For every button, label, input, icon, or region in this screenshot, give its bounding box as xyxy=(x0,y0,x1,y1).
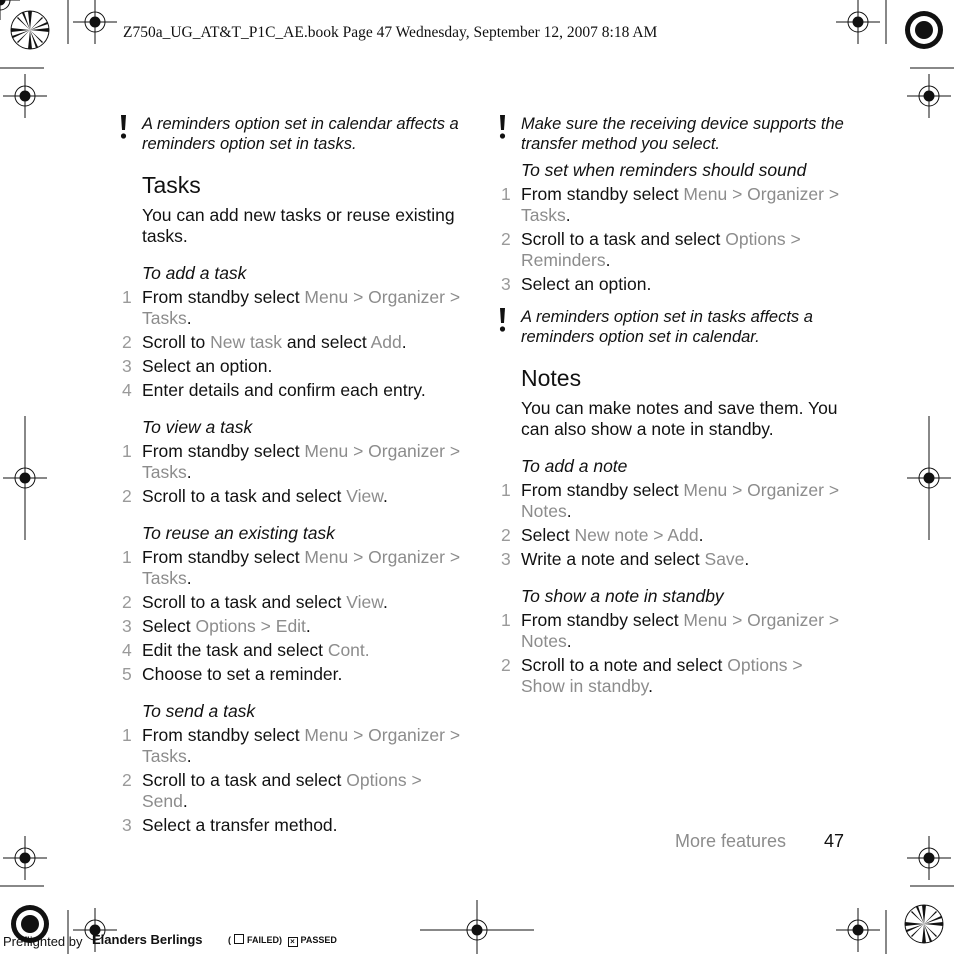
step-text: . xyxy=(605,250,611,270)
exclamation-icon xyxy=(498,308,507,333)
menu-command: Notes xyxy=(521,501,567,521)
intro-text: You can make notes and save them. You can also show a note in standby. xyxy=(521,398,838,439)
procedure-step xyxy=(122,287,469,329)
menu-command: Menu xyxy=(683,480,728,500)
step-text: Choose to set a reminder. xyxy=(142,664,343,684)
section-heading: Tasks xyxy=(142,172,201,198)
menu-separator: > xyxy=(445,725,461,745)
procedure-step xyxy=(122,380,469,401)
menu-command: Menu xyxy=(683,610,728,630)
intro-text: You can add new tasks or reuse existing tasks. xyxy=(142,205,455,246)
menu-separator: > xyxy=(824,480,840,500)
procedure-step xyxy=(122,356,469,377)
step-text: Select xyxy=(142,616,196,636)
menu-command: Menu xyxy=(304,441,349,461)
step-text: . xyxy=(648,676,653,696)
step-text: From standby select xyxy=(521,184,684,204)
procedure-step xyxy=(501,480,848,522)
note-text: A reminders option set in tasks affects a reminders option set in calendar. xyxy=(521,308,813,346)
menu-command: Notes xyxy=(521,631,567,651)
step-text: and select xyxy=(282,332,371,352)
menu-command: Options xyxy=(727,655,788,675)
menu-separator: > xyxy=(348,547,369,567)
step-text: Select a transfer method. xyxy=(142,815,338,835)
menu-separator: > xyxy=(824,184,840,204)
menu-separator: > xyxy=(348,725,369,745)
step-text: Scroll to xyxy=(142,332,211,352)
menu-separator: > xyxy=(648,525,668,545)
step-text: . xyxy=(186,568,192,588)
step-number: 1 xyxy=(122,287,132,307)
step-number: 2 xyxy=(122,486,132,506)
procedure-step xyxy=(501,655,848,697)
menu-separator: > xyxy=(727,184,748,204)
note-text: Make sure the receiving device supports the transfer method you select. xyxy=(521,115,844,153)
step-number: 2 xyxy=(122,592,132,612)
menu-command: Options xyxy=(725,229,786,249)
procedure-list xyxy=(122,263,469,836)
procedure-step xyxy=(122,547,469,589)
step-number: 3 xyxy=(122,815,132,835)
procedure-step xyxy=(122,486,469,507)
menu-command: Cont. xyxy=(327,640,370,660)
menu-command: Menu xyxy=(304,287,349,307)
step-number: 3 xyxy=(501,549,511,569)
step-text: . xyxy=(186,462,192,482)
left-column xyxy=(119,114,469,839)
menu-separator: > xyxy=(727,480,748,500)
menu-separator: > xyxy=(348,441,369,461)
procedure-step xyxy=(122,815,469,836)
menu-command: New task xyxy=(210,332,283,352)
menu-command: Options xyxy=(195,616,256,636)
procedure-title: To add a task xyxy=(142,263,247,283)
menu-command: Tasks xyxy=(142,308,187,328)
step-text: . xyxy=(182,791,188,811)
exclamation-icon xyxy=(119,115,128,140)
menu-separator: > xyxy=(348,287,369,307)
step-number: 2 xyxy=(501,525,511,545)
menu-command: Menu xyxy=(304,547,349,567)
menu-separator: > xyxy=(445,547,461,567)
procedure-title: To show a note in standby xyxy=(521,586,724,606)
menu-command: Add xyxy=(370,332,402,352)
step-text: From standby select xyxy=(142,725,305,745)
step-number: 3 xyxy=(501,274,511,294)
step-text: Select an option. xyxy=(142,356,273,376)
step-text: . xyxy=(382,486,388,506)
menu-separator: > xyxy=(824,610,840,630)
note-text: A reminders option set in calendar affects a reminders option set in tasks. xyxy=(142,115,459,153)
step-number: 1 xyxy=(122,725,132,745)
procedure-step xyxy=(501,184,848,226)
page-number: 47 xyxy=(824,831,845,851)
menu-command: Send xyxy=(142,791,183,811)
procedure-list xyxy=(501,160,848,295)
step-number: 2 xyxy=(122,332,132,352)
menu-command: Menu xyxy=(683,184,728,204)
step-number: 1 xyxy=(501,480,511,500)
step-text: . xyxy=(565,205,571,225)
step-text: . xyxy=(382,592,388,612)
passed-checkbox: × xyxy=(288,937,298,947)
procedure-step xyxy=(501,549,848,570)
step-number: 2 xyxy=(501,229,511,249)
step-text: . xyxy=(566,501,572,521)
menu-command: Tasks xyxy=(142,746,187,766)
menu-command: Organizer xyxy=(368,441,445,461)
procedure-title: To add a note xyxy=(521,456,628,476)
step-number: 3 xyxy=(122,616,132,636)
procedure-step xyxy=(122,592,469,613)
step-text: Scroll to a task and select xyxy=(142,592,347,612)
procedure-title: To reuse an existing task xyxy=(142,523,335,543)
step-text: . xyxy=(566,631,572,651)
step-number: 1 xyxy=(122,547,132,567)
preflight-brand-logo: Elanders Berlings xyxy=(92,932,203,947)
menu-command: Tasks xyxy=(142,462,187,482)
step-number: 4 xyxy=(122,380,132,400)
procedure-step xyxy=(122,770,469,812)
step-number: 2 xyxy=(501,655,511,675)
step-text: Scroll to a task and select xyxy=(521,229,726,249)
step-text: From standby select xyxy=(142,287,305,307)
menu-command: Menu xyxy=(304,725,349,745)
step-number: 2 xyxy=(122,770,132,790)
menu-command: Organizer xyxy=(368,547,445,567)
procedure-step xyxy=(501,525,848,546)
procedure-title: To set when reminders should sound xyxy=(521,160,807,180)
caution-note xyxy=(119,114,469,154)
menu-command: Show in standby xyxy=(521,676,649,696)
menu-separator: > xyxy=(406,770,422,790)
menu-separator: > xyxy=(785,229,801,249)
exclamation-icon xyxy=(498,115,507,140)
menu-command: Organizer xyxy=(747,184,824,204)
menu-command: Organizer xyxy=(368,725,445,745)
step-number: 1 xyxy=(501,184,511,204)
menu-separator: > xyxy=(727,610,748,630)
menu-command: Reminders xyxy=(521,250,606,270)
menu-command: Options xyxy=(346,770,407,790)
right-column xyxy=(498,114,848,700)
menu-separator: > xyxy=(787,655,803,675)
step-text: . xyxy=(305,616,311,636)
preflight-status: ( FAILED) × PASSED xyxy=(228,935,337,946)
footer-section-title: More features xyxy=(675,831,787,851)
procedure-step xyxy=(122,640,469,661)
step-text: . xyxy=(744,549,750,569)
caution-note xyxy=(498,114,848,154)
step-number: 3 xyxy=(122,356,132,376)
step-text: Select xyxy=(521,525,575,545)
section-heading: Notes xyxy=(521,365,582,391)
menu-command: New note xyxy=(574,525,649,545)
step-text: Select an option. xyxy=(521,274,652,294)
step-number: 1 xyxy=(122,441,132,461)
step-text: . xyxy=(401,332,407,352)
procedure-step xyxy=(501,610,848,652)
procedure-list xyxy=(501,456,848,697)
passed-label: PASSED xyxy=(300,935,337,945)
failed-label: FAILED xyxy=(247,935,280,945)
step-text: . xyxy=(186,746,192,766)
step-text: Scroll to a task and select xyxy=(142,770,347,790)
procedure-step xyxy=(122,725,469,767)
menu-command: View xyxy=(346,592,383,612)
caution-note xyxy=(498,307,848,347)
step-text: From standby select xyxy=(142,441,305,461)
procedure-step xyxy=(122,616,469,637)
step-number: 5 xyxy=(122,664,132,684)
preflight-label: Preflighted by xyxy=(3,934,83,949)
step-text: Write a note and select xyxy=(521,549,705,569)
menu-command: Organizer xyxy=(368,287,445,307)
procedure-title: To send a task xyxy=(142,701,256,721)
menu-separator: > xyxy=(445,441,461,461)
procedure-step xyxy=(501,229,848,271)
menu-separator: > xyxy=(255,616,276,636)
menu-command: View xyxy=(346,486,383,506)
procedure-title: To view a task xyxy=(142,417,253,437)
step-text: . xyxy=(186,308,192,328)
step-text: Enter details and confirm each entry. xyxy=(142,380,426,400)
menu-separator: > xyxy=(445,287,461,307)
menu-command: Organizer xyxy=(747,610,824,630)
procedure-step xyxy=(122,332,469,353)
step-text: From standby select xyxy=(521,480,684,500)
step-text: Edit the task and select xyxy=(142,640,328,660)
book-header: Z750a_UG_AT&T_P1C_AE.book Page 47 Wednesday, September 12, 2007 8:18 AM xyxy=(123,24,658,41)
step-text: . xyxy=(698,525,704,545)
procedure-step xyxy=(122,664,469,685)
menu-command: Save xyxy=(704,549,745,569)
menu-command: Add xyxy=(667,525,699,545)
menu-command: Organizer xyxy=(747,480,824,500)
step-number: 1 xyxy=(501,610,511,630)
step-number: 4 xyxy=(122,640,132,660)
procedure-step xyxy=(122,441,469,483)
menu-command: Edit xyxy=(275,616,306,636)
step-text: From standby select xyxy=(142,547,305,567)
menu-command: Tasks xyxy=(521,205,566,225)
step-text: Scroll to a task and select xyxy=(142,486,347,506)
procedure-step xyxy=(501,274,848,295)
failed-checkbox xyxy=(234,934,244,944)
step-text: Scroll to a note and select xyxy=(521,655,728,675)
step-text: From standby select xyxy=(521,610,684,630)
menu-command: Tasks xyxy=(142,568,187,588)
